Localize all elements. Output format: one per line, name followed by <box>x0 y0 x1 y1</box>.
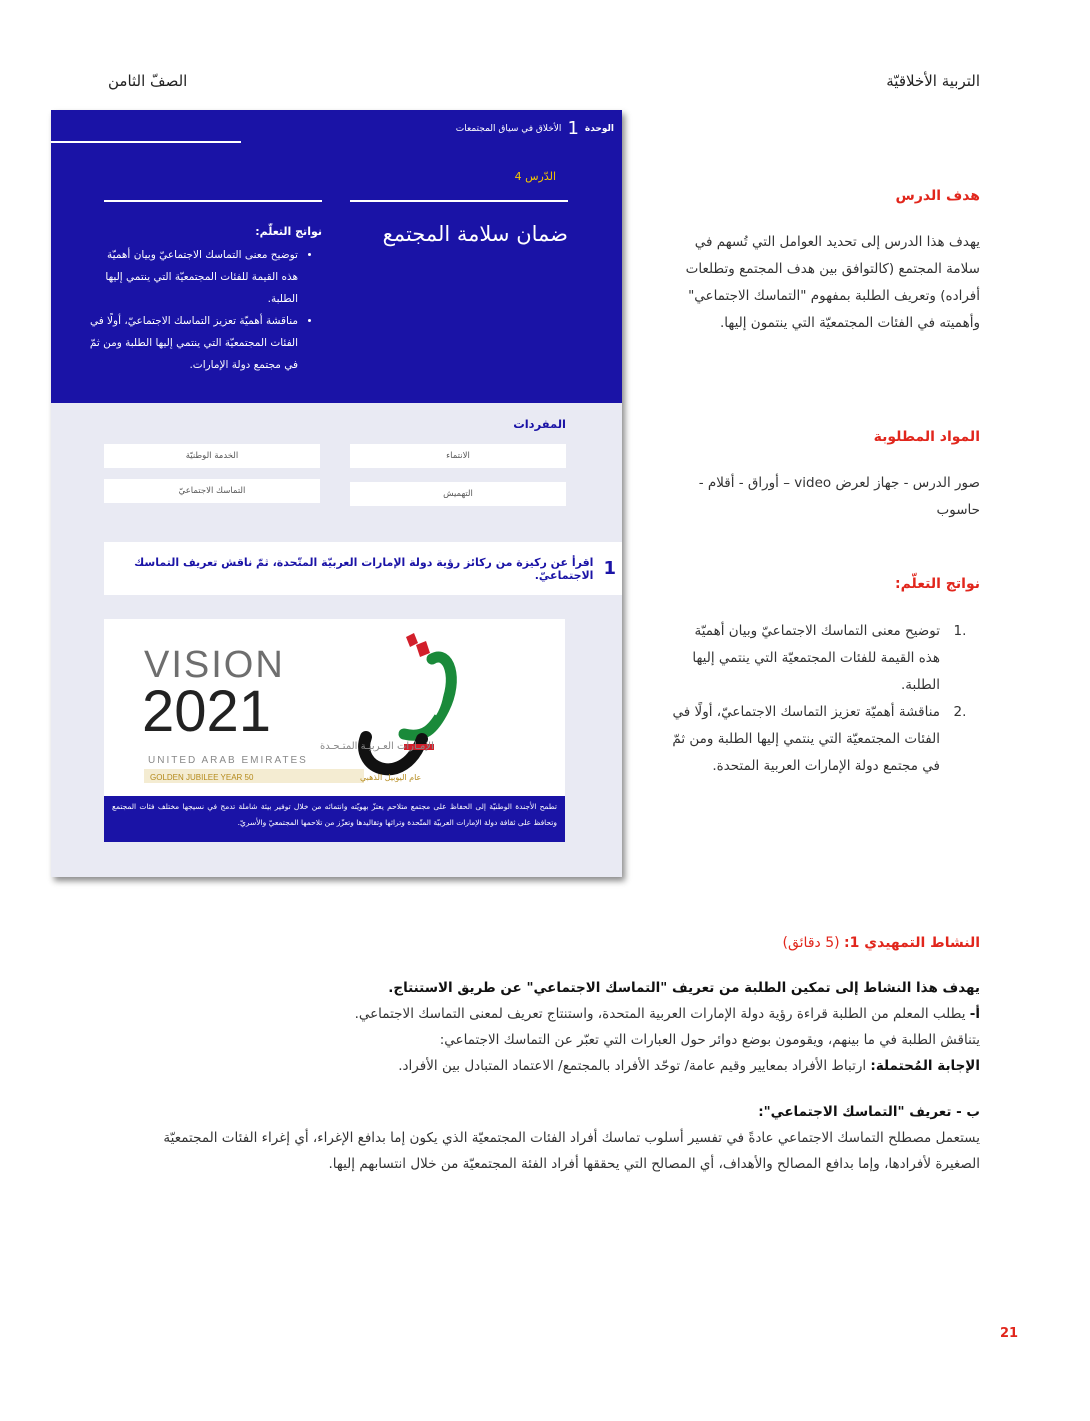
title-divider <box>350 200 568 202</box>
definition-text: يستعمل مصطلح التماسك الاجتماعي عادةً في تفسير أسلوب تماسك أفراد الفئات المجتمعيّة الذي يكون إما بدافع الإغراء، أي إغراء الفئات المجتمعيّة الصغيرة لأفرادها، وإما بدافع المصالح والأهداف، أي المصالح التي يحققها أفراد الفئة المجتمعيّة من خلال انتسابهم إليها. <box>163 1130 980 1172</box>
page-number: 21 <box>1000 1326 1019 1341</box>
materials-text: صور الدرس - جهاز لعرض video – أوراق - أقلام - حاسوب <box>698 475 980 518</box>
unit-number: 1 <box>567 118 579 139</box>
thumb-outcomes-heading: نواتج التعلّم: <box>255 225 322 238</box>
outcome-item <box>670 699 980 780</box>
outcomes-divider <box>104 200 322 202</box>
outcomes-heading: نواتج التعلّم: <box>894 576 980 592</box>
activity-body <box>120 975 980 1079</box>
objective-heading: هدف الدرس <box>895 188 980 204</box>
unit-title: الأخلاق في سياق المجتمعات <box>455 123 562 134</box>
activity-title-label: النشاط التمهيدي 1: <box>844 935 980 951</box>
logo-english-text: UNITED ARAB EMIRATES <box>148 755 308 766</box>
logo-year-text: 2021 <box>142 679 272 744</box>
vocab-item: الانتماء <box>350 444 566 468</box>
image-caption: تطمح الأجندة الوطنيّة إلى الحفاظ على مجتمع متلاحم يعتزّ بهويّته وانتمائه من خلال توفير بيئة شاملة تدمج في نسيجها مختلف فئات المجتمع وتحافظ على ثقافة دولة الإمارات العربيّة المتّحدة وتراثها وتقاليدها وتعزّز من تلاحمها المجتمعيّ والأسريّ. <box>104 796 565 842</box>
outcome-text: مناقشة أهميّة تعزيز التماسك الاجتماعيّ، أولًا في الفئات المجتمعيّة التي ينتمي إليها الطلبة ومن ثمّ في مجتمع دولة الإمارات العربية المتحدة. <box>672 704 940 774</box>
question-number: 1 <box>603 558 616 579</box>
activity-discussion: يتناقش الطلبة في ما بينهم، ويقومون بوضع دوائر حول العبارات التي تعبّر عن التماسك الاجتماعي: <box>439 1032 980 1048</box>
activity-answer <box>120 1053 980 1079</box>
unit-bar <box>456 118 614 139</box>
question-box <box>104 542 622 595</box>
unit-label: الوحدة <box>584 123 614 134</box>
subject-title: التربية الأخلاقيّة <box>886 72 980 90</box>
question-text: اقرأ عن ركيزة من ركائز رؤية دولة الإمارات العربيّة المتّحدة، ثمّ ناقش تعريف التماسك الاجتماعيّ. <box>134 555 594 582</box>
activity-duration: (5 دقائق) <box>782 935 840 951</box>
outcome-text: توضيح معنى التماسك الاجتماعيّ وبيان أهميّة هذه القيمة للفئات المجتمعيّة التي ينتمي إليها الطلبة. <box>692 623 940 693</box>
logo-vision-text: VISION <box>144 644 285 686</box>
thumb-outcome-item: • توضيح معنى التماسك الاجتماعيّ وبيان أهميّة هذه القيمة للفئات المجتمعيّة التي ينتمي إليها الطلبة. <box>88 244 298 310</box>
outcome-number: 1. <box>953 623 967 639</box>
thumb-outcomes-list <box>88 244 310 376</box>
activity-aim: يهدف هذا النشاط إلى تمكين الطلبة من تعريف "التماسك الاجتماعي" عن طريق الاستنتاج. <box>388 980 980 996</box>
vocab-item: التهميش <box>350 482 566 506</box>
grade-title: الصفّ الثامن <box>108 72 188 90</box>
activity-title <box>783 935 980 951</box>
logo-golden-ar-text: عام اليوبيل الذهبي <box>360 773 422 782</box>
activity-step-a <box>120 1001 980 1027</box>
outcome-number: 2. <box>953 704 967 720</box>
lesson-number: الدّرس 4 <box>514 170 556 183</box>
unit-divider <box>51 141 241 143</box>
lesson-banner <box>51 110 622 403</box>
student-book-thumbnail <box>51 110 622 877</box>
thumb-outcome-item: • مناقشة أهميّة تعزيز التماسك الاجتماعيّ، أولًا في الفئات المجتمعيّة التي ينتمي إليها الطلبة ومن ثمّ في مجتمع دولة الإمارات. <box>88 310 298 376</box>
lesson-title: ضمان سلامة المجتمع <box>382 222 568 246</box>
vocab-item: التماسك الاجتماعيّ <box>104 479 320 503</box>
answer-text: ارتباط الأفراد بمعايير وقيم عامة/ توحّد الأفراد بالمجتمع/ الاعتماد المتبادل بين الأفراد. <box>398 1058 871 1074</box>
vocab-heading: المفردات <box>513 417 566 431</box>
materials-heading: المواد المطلوبة <box>873 429 980 445</box>
objective-text: يهدف هذا الدرس إلى تحديد العوامل التي تُسهم في سلامة المجتمع (كالتوافق بين هدف المجتمع وتطلعات أفراده) وتعريف الطلبة بمفهوم "التماسك الاجتماعي" وأهميته في الفئات المجتمعيّة التي ينتمون إليها. <box>685 234 980 331</box>
outcomes-list <box>670 618 980 780</box>
vocab-item: الخدمة الوطنيّة <box>104 444 320 468</box>
logo-golden-text: GOLDEN JUBILEE YEAR 50 <box>150 773 254 782</box>
step-a-text: يطلب المعلم من الطلبة قراءة رؤية دولة الإمارات العربية المتحدة، واستنتاج تعريف لمعنى التماسك الاجتماعي. <box>354 1006 970 1022</box>
step-a-label: أ- <box>969 1006 980 1022</box>
answer-label: الإجابة المُحتملة: <box>870 1058 980 1074</box>
definition-heading: ب - تعريف "التماسك الاجتماعي": <box>758 1104 980 1120</box>
outcome-item <box>670 618 980 699</box>
logo-arabic-text: الإمـارات العـربيـة المتـحـدة <box>320 741 434 752</box>
definition-section <box>120 1099 980 1177</box>
